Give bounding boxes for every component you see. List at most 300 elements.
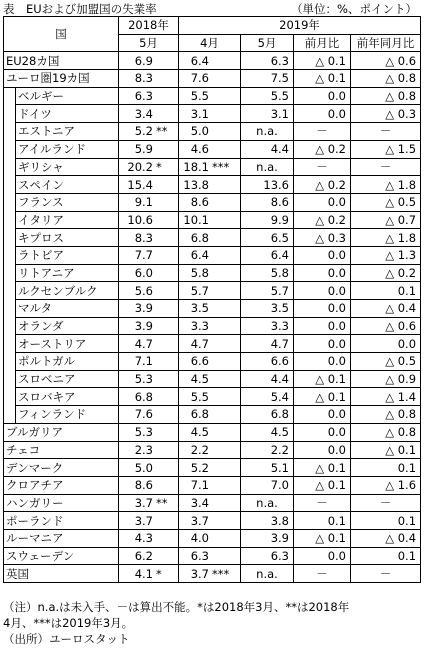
table-row xyxy=(4,264,421,282)
table-row xyxy=(4,476,421,494)
value: 2.2 xyxy=(190,442,209,457)
value-yoy: △ 0.5 xyxy=(351,193,421,211)
value-2019-may: n.a. xyxy=(241,565,294,583)
value: 6.4 xyxy=(190,248,209,263)
country-name: ハンガリー xyxy=(4,494,119,512)
value: 8.6 xyxy=(190,195,209,210)
value-2019-may: 4.4 xyxy=(241,140,294,158)
value-mom: △ 0.1 xyxy=(294,459,351,477)
country-name: フランス xyxy=(16,193,119,211)
value-2019-may: n.a. xyxy=(241,123,294,141)
value-yoy: － xyxy=(351,494,421,512)
value-yoy: 0.0 xyxy=(351,335,421,353)
table-row xyxy=(4,335,421,353)
value: 4.7 xyxy=(190,336,209,351)
table-row xyxy=(4,158,421,176)
value-2019-may: 3.5 xyxy=(241,300,294,318)
indent-cell xyxy=(4,158,16,176)
value: 10.6 xyxy=(127,212,153,227)
value-2019-apr xyxy=(179,388,241,406)
value-2018-may xyxy=(119,158,179,176)
country-name: オーストリア xyxy=(16,335,119,353)
value-2019-apr xyxy=(179,547,241,565)
header-mom: 前月比 xyxy=(294,34,351,52)
value-2019-may: 6.5 xyxy=(241,229,294,247)
value-2019-apr xyxy=(179,459,241,477)
value: 5.5 xyxy=(190,389,209,404)
value-2019-may: 8.6 xyxy=(241,193,294,211)
value-2019-apr xyxy=(179,70,241,88)
value: 6.3 xyxy=(190,548,209,563)
value-yoy: － xyxy=(351,123,421,141)
value-2018-may xyxy=(119,370,179,388)
value-2019-may: 6.8 xyxy=(241,406,294,424)
value: 4.5 xyxy=(190,425,209,440)
table-row xyxy=(4,176,421,194)
value-2019-may: 3.9 xyxy=(241,529,294,547)
value-yoy: △ 1.8 xyxy=(351,229,421,247)
indent-cell xyxy=(4,317,16,335)
value-2019-may: 7.5 xyxy=(241,70,294,88)
value-2018-may xyxy=(119,565,179,583)
indent-cell xyxy=(4,388,16,406)
indent-cell xyxy=(4,264,16,282)
value: 6.9 xyxy=(134,53,153,68)
value-mom: 0.0 xyxy=(294,423,351,441)
value-2019-may: 6.3 xyxy=(241,52,294,70)
country-name: フィンランド xyxy=(16,406,119,424)
value: 5.0 xyxy=(134,460,153,475)
value: 18.1 xyxy=(183,159,209,174)
value-mom: 0.0 xyxy=(294,547,351,565)
header-2019: 2019年 xyxy=(179,17,421,35)
value-2018-may xyxy=(119,282,179,300)
value-mom: 0.0 xyxy=(294,246,351,264)
value: 5.5 xyxy=(190,89,209,104)
indent-cell xyxy=(4,246,16,264)
table-row xyxy=(4,547,421,565)
header-2018-may: 5月 xyxy=(119,34,179,52)
value: 3.1 xyxy=(190,106,209,121)
value-mom: － xyxy=(294,123,351,141)
value-yoy: △ 1.5 xyxy=(351,140,421,158)
value-2019-apr xyxy=(179,335,241,353)
value: 5.8 xyxy=(190,265,209,280)
table-row xyxy=(4,317,421,335)
value-mom: － xyxy=(294,494,351,512)
country-name: 英国 xyxy=(4,565,119,583)
table-row xyxy=(4,193,421,211)
value-mom: － xyxy=(294,158,351,176)
table-row xyxy=(4,459,421,477)
value-2018-may xyxy=(119,547,179,565)
value-mom: △ 0.1 xyxy=(294,476,351,494)
indent-cell xyxy=(4,105,16,123)
value-2019-apr xyxy=(179,494,241,512)
value-2018-may xyxy=(119,140,179,158)
value: 3.9 xyxy=(134,301,153,316)
value-2019-apr xyxy=(179,300,241,318)
value: 9.1 xyxy=(134,195,153,210)
value-yoy: △ 0.6 xyxy=(351,52,421,70)
country-name: スロバキア xyxy=(16,388,119,406)
table-title-line xyxy=(3,2,423,16)
value: 7.1 xyxy=(190,478,209,493)
value: 8.3 xyxy=(134,71,153,86)
value-yoy: △ 0.9 xyxy=(351,370,421,388)
value-2018-may xyxy=(119,123,179,141)
value-mom: 0.0 xyxy=(294,282,351,300)
table-row xyxy=(4,370,421,388)
value-yoy: △ 0.4 xyxy=(351,300,421,318)
value-yoy: － xyxy=(351,565,421,583)
value-2019-apr xyxy=(179,512,241,530)
country-name: デンマーク xyxy=(4,459,119,477)
value-2019-may: 5.7 xyxy=(241,282,294,300)
country-name: スペイン xyxy=(16,176,119,194)
value-yoy: △ 0.8 xyxy=(351,70,421,88)
value-yoy: △ 0.7 xyxy=(351,211,421,229)
value: 4.6 xyxy=(190,142,209,157)
value: 5.3 xyxy=(134,425,153,440)
country-name: ポルトガル xyxy=(16,353,119,371)
value: 5.6 xyxy=(134,283,153,298)
value: 4.7 xyxy=(134,336,153,351)
value-mom: 0.0 xyxy=(294,335,351,353)
table-row xyxy=(4,229,421,247)
table-row xyxy=(4,246,421,264)
country-name: スロベニア xyxy=(16,370,119,388)
value-mom: 0.0 xyxy=(294,87,351,105)
value-yoy: △ 0.3 xyxy=(351,105,421,123)
value-2019-may: n.a. xyxy=(241,158,294,176)
value-mom: 0.0 xyxy=(294,441,351,459)
value: 5.2 xyxy=(190,460,209,475)
value-yoy: △ 0.4 xyxy=(351,529,421,547)
value-2019-may: 6.6 xyxy=(241,353,294,371)
table-row xyxy=(4,70,421,88)
value-2019-apr xyxy=(179,282,241,300)
value-2018-may xyxy=(119,211,179,229)
country-name: ブルガリア xyxy=(4,423,119,441)
value-2019-apr xyxy=(179,176,241,194)
value-mom: △ 0.2 xyxy=(294,176,351,194)
value: 6.2 xyxy=(134,548,153,563)
value-2019-apr xyxy=(179,529,241,547)
value: 4.3 xyxy=(134,531,153,546)
value-2018-may xyxy=(119,176,179,194)
value: 7.6 xyxy=(190,71,209,86)
value-mom: 0.0 xyxy=(294,264,351,282)
table-row xyxy=(4,494,421,512)
country-name: エストニア xyxy=(16,123,119,141)
value-mom: 0.0 xyxy=(294,300,351,318)
value: 6.8 xyxy=(190,230,209,245)
value-yoy: △ 0.2 xyxy=(351,264,421,282)
value: 3.7 xyxy=(134,513,153,528)
value-yoy: △ 0.8 xyxy=(351,87,421,105)
value-2019-apr xyxy=(179,123,241,141)
value-yoy: － xyxy=(351,158,421,176)
table-row xyxy=(4,105,421,123)
value-2018-may xyxy=(119,494,179,512)
country-name: リトアニア xyxy=(16,264,119,282)
value-2018-may xyxy=(119,423,179,441)
note-line-2: 4月、***は2019年3月。 xyxy=(3,616,134,630)
value-yoy: △ 1.6 xyxy=(351,476,421,494)
footnote-mark: ** xyxy=(156,124,168,139)
value: 6.3 xyxy=(134,89,153,104)
table-row xyxy=(4,353,421,371)
value-2019-may: 5.8 xyxy=(241,264,294,282)
value: 4.0 xyxy=(190,531,209,546)
value: 15.4 xyxy=(127,177,153,192)
value-2019-apr xyxy=(179,158,241,176)
unemployment-table xyxy=(3,16,421,583)
table-row xyxy=(4,441,421,459)
value: 7.7 xyxy=(134,248,153,263)
value-mom: 0.0 xyxy=(294,353,351,371)
value-2019-apr xyxy=(179,370,241,388)
indent-cell xyxy=(4,140,16,158)
value-2018-may xyxy=(119,105,179,123)
country-name: アイルランド xyxy=(16,140,119,158)
value-mom: 0.0 xyxy=(294,105,351,123)
value-2019-may: 4.4 xyxy=(241,370,294,388)
value: 7.6 xyxy=(134,407,153,422)
country-name: チェコ xyxy=(4,441,119,459)
value-2019-apr xyxy=(179,317,241,335)
footnote-mark: * xyxy=(156,566,162,581)
header-row-1 xyxy=(4,17,421,35)
value-2018-may xyxy=(119,406,179,424)
value-2019-may: 6.3 xyxy=(241,547,294,565)
value: 3.7 xyxy=(134,495,153,510)
table-row xyxy=(4,123,421,141)
value-2018-may xyxy=(119,512,179,530)
value-2019-apr xyxy=(179,353,241,371)
value-2019-may: 7.0 xyxy=(241,476,294,494)
value-yoy: 0.1 xyxy=(351,459,421,477)
source-line: （出所）ユーロスタット xyxy=(3,632,130,646)
value-2018-may xyxy=(119,388,179,406)
value-2018-may xyxy=(119,353,179,371)
header-yoy: 前年同月比 xyxy=(351,34,421,52)
note-line-1: （注）n.a.は未入手、－は算出不能。*は2018年3月、**は2018年 xyxy=(3,600,350,614)
value-yoy: △ 0.6 xyxy=(351,317,421,335)
unit-label: （単位：%、ポイント） xyxy=(291,2,417,16)
value-mom: △ 0.1 xyxy=(294,370,351,388)
value: 3.5 xyxy=(190,301,209,316)
value: 7.1 xyxy=(134,354,153,369)
value-2018-may xyxy=(119,300,179,318)
country-name: ドイツ xyxy=(16,105,119,123)
table-row xyxy=(4,512,421,530)
value-2018-may xyxy=(119,229,179,247)
value-mom: △ 0.2 xyxy=(294,211,351,229)
value-2019-apr xyxy=(179,140,241,158)
table-row xyxy=(4,423,421,441)
value-mom: － xyxy=(294,565,351,583)
value: 3.7 xyxy=(190,513,209,528)
indent-cell xyxy=(4,353,16,371)
table-row xyxy=(4,282,421,300)
value-2018-may xyxy=(119,317,179,335)
value-mom: △ 0.1 xyxy=(294,70,351,88)
value-2019-may: 6.4 xyxy=(241,246,294,264)
country-name: ルーマニア xyxy=(4,529,119,547)
value: 6.4 xyxy=(190,53,209,68)
value: 3.9 xyxy=(134,319,153,334)
header-2019-apr: 4月 xyxy=(179,34,241,52)
table-row xyxy=(4,565,421,583)
value-2019-may: 9.9 xyxy=(241,211,294,229)
value: 3.4 xyxy=(134,106,153,121)
footnote-mark: *** xyxy=(212,566,230,581)
indent-cell xyxy=(4,282,16,300)
table-row xyxy=(4,211,421,229)
value-2018-may xyxy=(119,529,179,547)
value-mom: △ 0.2 xyxy=(294,140,351,158)
table-row xyxy=(4,52,421,70)
value-yoy: △ 1.4 xyxy=(351,388,421,406)
value-2019-may: 3.3 xyxy=(241,317,294,335)
value: 5.9 xyxy=(134,142,153,157)
value: 10.1 xyxy=(183,212,209,227)
indent-cell xyxy=(4,406,16,424)
value: 8.3 xyxy=(134,230,153,245)
indent-cell xyxy=(4,229,16,247)
indent-cell xyxy=(4,335,16,353)
value: 5.7 xyxy=(190,283,209,298)
value-yoy: △ 0.8 xyxy=(351,406,421,424)
table-row xyxy=(4,140,421,158)
table-title: 表 EUおよび加盟国の失業率 xyxy=(3,2,157,16)
value-2019-apr xyxy=(179,264,241,282)
table-row xyxy=(4,300,421,318)
header-country: 国 xyxy=(4,17,119,52)
country-name: ユーロ圏19カ国 xyxy=(4,70,119,88)
country-name: クロアチア xyxy=(4,476,119,494)
table-row xyxy=(4,529,421,547)
country-name: ルクセンブルク xyxy=(16,282,119,300)
value-2019-may: 3.1 xyxy=(241,105,294,123)
country-name: オランダ xyxy=(16,317,119,335)
footnote-mark: ** xyxy=(156,495,168,510)
value-yoy: 0.1 xyxy=(351,512,421,530)
value-2019-apr xyxy=(179,441,241,459)
value-yoy: 0.1 xyxy=(351,282,421,300)
country-name: スウェーデン xyxy=(4,547,119,565)
value-2019-apr xyxy=(179,476,241,494)
value: 13.8 xyxy=(183,177,209,192)
value: 6.0 xyxy=(134,265,153,280)
indent-cell xyxy=(4,193,16,211)
value: 4.5 xyxy=(190,372,209,387)
footnote-mark: * xyxy=(156,159,162,174)
value-yoy: 0.1 xyxy=(351,547,421,565)
value-2018-may xyxy=(119,87,179,105)
value-mom: △ 0.1 xyxy=(294,52,351,70)
country-name: EU28カ国 xyxy=(4,52,119,70)
value-mom: 0.0 xyxy=(294,317,351,335)
value-2019-may: 5.4 xyxy=(241,388,294,406)
value-2019-apr xyxy=(179,565,241,583)
value-mom: 0.0 xyxy=(294,193,351,211)
country-name: ベルギー xyxy=(16,87,119,105)
value-2019-may: 4.5 xyxy=(241,423,294,441)
value: 5.0 xyxy=(190,124,209,139)
value-2019-apr xyxy=(179,193,241,211)
value-mom: 0.1 xyxy=(294,512,351,530)
indent-cell xyxy=(4,176,16,194)
value-yoy: △ 0.8 xyxy=(351,423,421,441)
value: 8.6 xyxy=(134,478,153,493)
value-2019-may: 3.8 xyxy=(241,512,294,530)
value-mom: 0.0 xyxy=(294,406,351,424)
value: 4.1 xyxy=(134,566,153,581)
value-mom: △ 0.3 xyxy=(294,229,351,247)
value-2018-may xyxy=(119,476,179,494)
value-2018-may xyxy=(119,459,179,477)
value: 3.3 xyxy=(190,319,209,334)
notes xyxy=(3,599,423,647)
country-name: キプロス xyxy=(16,229,119,247)
value-yoy: △ 0.1 xyxy=(351,441,421,459)
indent-cell xyxy=(4,87,16,105)
value: 3.7 xyxy=(190,566,209,581)
value: 20.2 xyxy=(127,159,153,174)
value-yoy: △ 1.8 xyxy=(351,176,421,194)
value-mom: △ 0.1 xyxy=(294,388,351,406)
country-name: ポーランド xyxy=(4,512,119,530)
country-name: マルタ xyxy=(16,300,119,318)
value-2018-may xyxy=(119,441,179,459)
value-2018-may xyxy=(119,70,179,88)
table-row xyxy=(4,406,421,424)
value-2018-may xyxy=(119,246,179,264)
value-2019-apr xyxy=(179,105,241,123)
value: 5.3 xyxy=(134,372,153,387)
table-body xyxy=(4,52,421,583)
country-name: ラトビア xyxy=(16,246,119,264)
value-2019-may: 2.2 xyxy=(241,441,294,459)
indent-cell xyxy=(4,123,16,141)
value-2019-apr xyxy=(179,211,241,229)
value-2018-may xyxy=(119,335,179,353)
country-name: ギリシャ xyxy=(16,158,119,176)
header-2019-may: 5月 xyxy=(241,34,294,52)
indent-cell xyxy=(4,211,16,229)
footnote-mark: *** xyxy=(212,159,230,174)
value-mom: △ 0.1 xyxy=(294,529,351,547)
value-2019-apr xyxy=(179,52,241,70)
header-2018: 2018年 xyxy=(119,17,179,35)
value-2019-apr xyxy=(179,246,241,264)
value-2019-may: 5.5 xyxy=(241,87,294,105)
indent-cell xyxy=(4,300,16,318)
value: 6.8 xyxy=(190,407,209,422)
value-2019-may: 13.6 xyxy=(241,176,294,194)
value-2019-apr xyxy=(179,423,241,441)
value: 3.4 xyxy=(190,495,209,510)
table-row xyxy=(4,388,421,406)
value-yoy: △ 1.3 xyxy=(351,246,421,264)
value-2019-apr xyxy=(179,87,241,105)
value-2019-apr xyxy=(179,406,241,424)
country-name: イタリア xyxy=(16,211,119,229)
value: 6.6 xyxy=(190,354,209,369)
